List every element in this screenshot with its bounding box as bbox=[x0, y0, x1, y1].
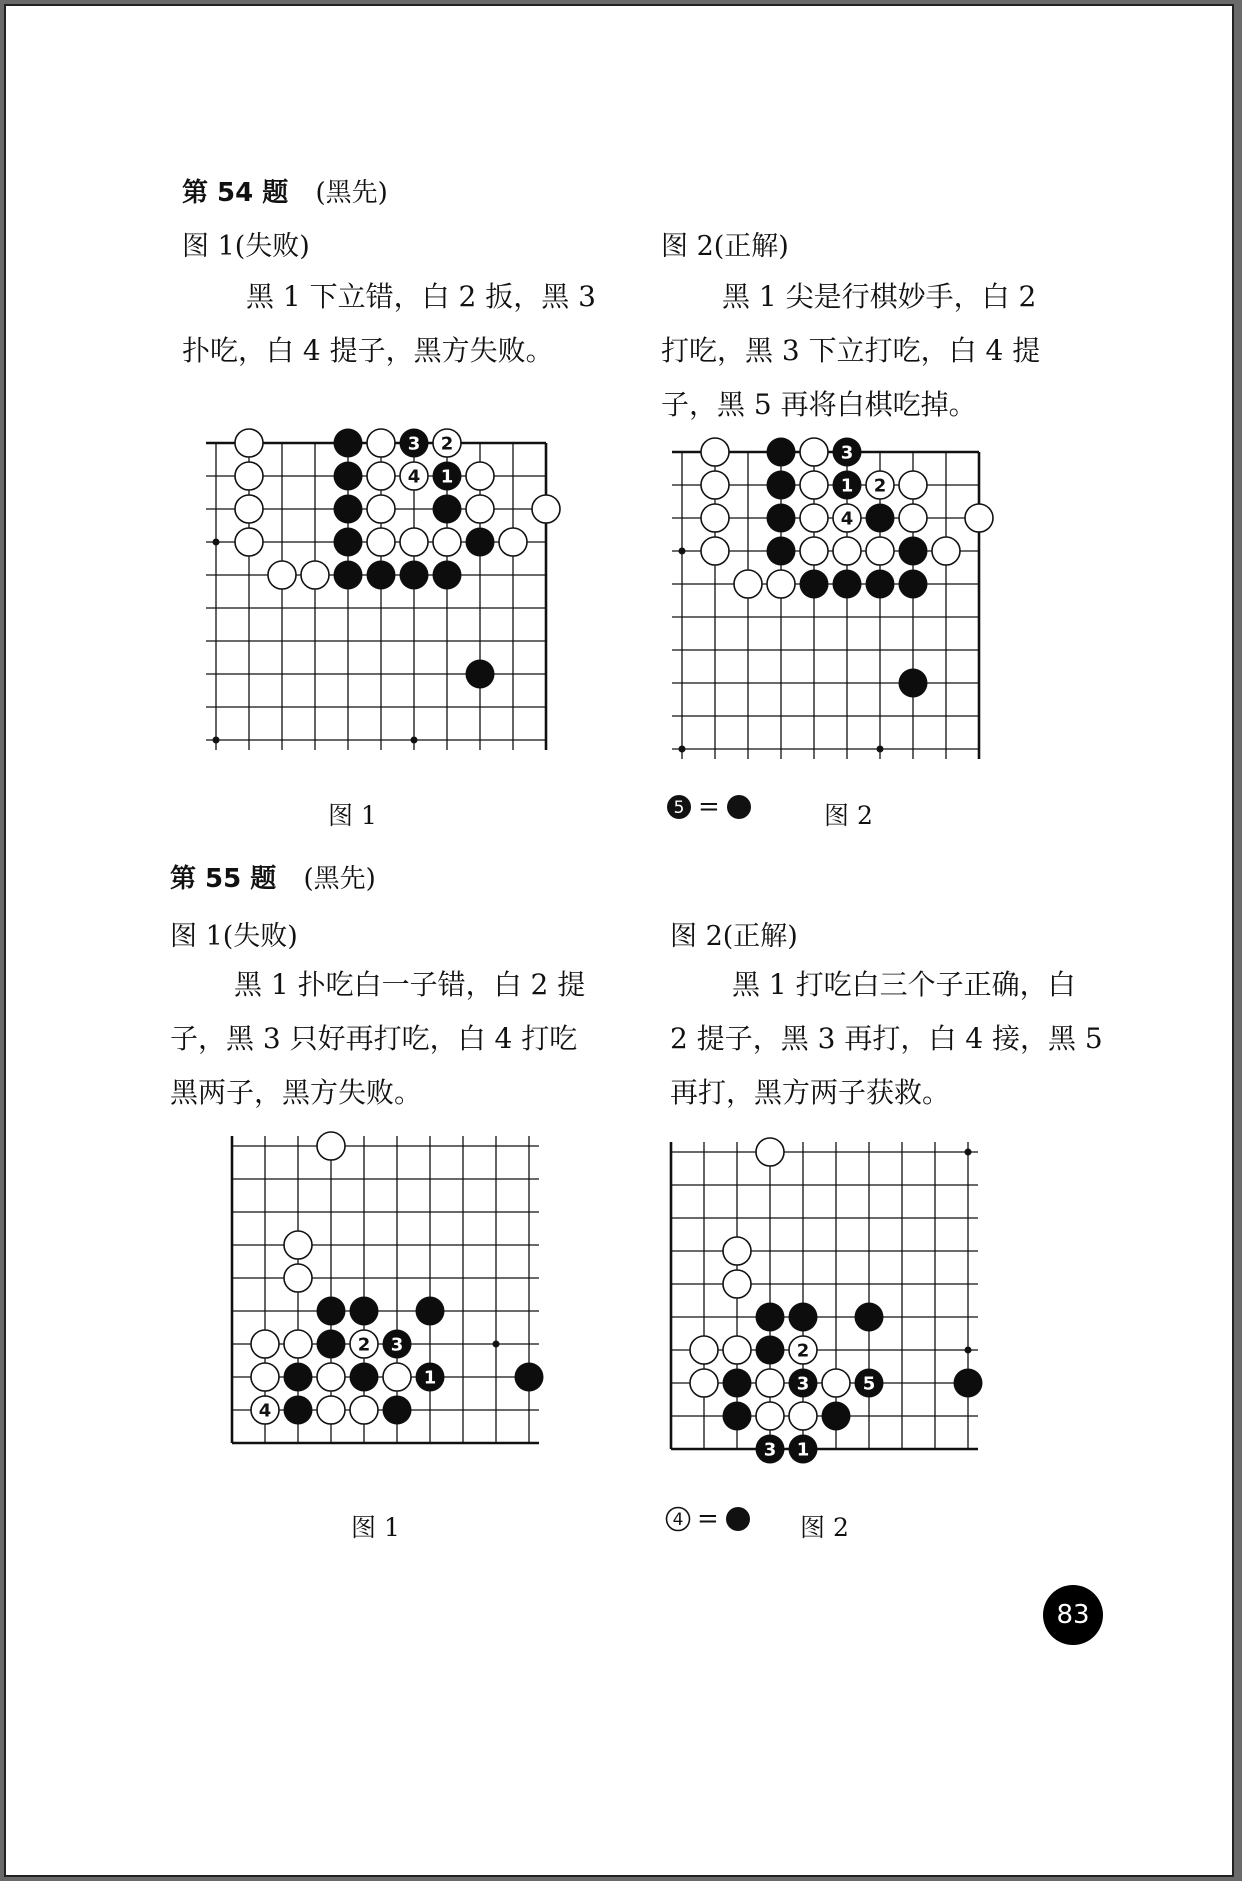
p54-fig2-label: 图 2(正解) bbox=[661, 231, 789, 262]
white-stone bbox=[723, 1237, 751, 1265]
move-number: 4 bbox=[840, 508, 854, 530]
white-stone bbox=[690, 1369, 718, 1397]
p55-fig1-text-2: 子，黑 3 只好再打吃，白 4 打吃 bbox=[170, 1022, 578, 1055]
white-stone-2 bbox=[789, 1336, 817, 1364]
p54-fig2-text-1: 黑 1 尖是行棋妙手，白 2 bbox=[722, 280, 1037, 313]
legend-stone-4 bbox=[665, 1506, 691, 1532]
white-stone bbox=[723, 1270, 751, 1298]
p54-fig1-text-1: 黑 1 下立错，白 2 扳，黑 3 bbox=[246, 280, 596, 313]
move-number: 2 bbox=[796, 1340, 810, 1362]
p55-fig2-text-2: 2 提子，黑 3 再打，白 4 接，黑 5 bbox=[670, 1022, 1103, 1055]
move-number: 1 bbox=[840, 475, 854, 497]
move-number: 3 bbox=[840, 442, 854, 464]
move-number: 4 bbox=[258, 1400, 272, 1422]
p55-fig2-caption: 图 2 bbox=[800, 1513, 849, 1542]
move-number: 4 bbox=[407, 466, 421, 488]
board-grid bbox=[671, 1142, 978, 1449]
move-number: 2 bbox=[357, 1334, 371, 1356]
p54-fig1-text-2: 扑吃，白 4 提子，黑方失败。 bbox=[182, 334, 554, 367]
p54-fig1-label: 图 1(失败) bbox=[182, 231, 310, 262]
page-number: 83 bbox=[1043, 1585, 1103, 1645]
white-stone bbox=[756, 1369, 784, 1397]
star-point bbox=[965, 1149, 972, 1156]
move-number: 5 bbox=[862, 1373, 876, 1395]
black-stone bbox=[756, 1303, 785, 1332]
move-number: 1 bbox=[796, 1439, 810, 1461]
move-number: 1 bbox=[423, 1367, 437, 1389]
white-stone bbox=[756, 1138, 784, 1166]
black-stone bbox=[822, 1402, 851, 1431]
svg-text:4: 4 bbox=[672, 1510, 684, 1530]
black-stone-5 bbox=[855, 1369, 884, 1398]
move-number: 3 bbox=[407, 433, 421, 455]
book-page bbox=[4, 4, 1234, 1877]
svg-text:5: 5 bbox=[673, 798, 685, 818]
move-number: 2 bbox=[440, 433, 454, 455]
legend-black-stone bbox=[725, 1506, 751, 1532]
black-stone-1 bbox=[789, 1435, 818, 1464]
p55-fig2-label: 图 2(正解) bbox=[670, 921, 798, 952]
move-number: 1 bbox=[440, 466, 454, 488]
problem-55-title: 第 55 题 (黑先) bbox=[170, 864, 376, 894]
white-stone bbox=[723, 1336, 751, 1364]
black-stone bbox=[855, 1303, 884, 1332]
p54-fig2-text-2: 打吃，黑 3 下立打吃，白 4 提 bbox=[661, 334, 1041, 367]
move-number: 3 bbox=[390, 1334, 404, 1356]
problem-54-title: 第 54 题 (黑先) bbox=[182, 178, 388, 208]
black-stone-3 bbox=[756, 1435, 785, 1464]
black-stone bbox=[723, 1402, 752, 1431]
p54-fig2-text-3: 子，黑 5 再将白棋吃掉。 bbox=[661, 388, 977, 421]
black-stone bbox=[954, 1369, 983, 1398]
white-stone bbox=[756, 1402, 784, 1430]
black-stone-3 bbox=[789, 1369, 818, 1398]
p55-fig2-text-3: 再打，黑方两子获救。 bbox=[670, 1076, 951, 1109]
move-number: 3 bbox=[796, 1373, 810, 1395]
p55-fig1-label: 图 1(失败) bbox=[170, 921, 298, 952]
p55-fig2-legend bbox=[665, 1504, 751, 1534]
white-stone bbox=[690, 1336, 718, 1364]
p55-fig1-text-3: 黑两子，黑方失败。 bbox=[170, 1076, 423, 1109]
star-point bbox=[965, 1347, 972, 1354]
p55-fig1-text-1: 黑 1 扑吃白一子错，白 2 提 bbox=[234, 968, 586, 1001]
white-stone bbox=[822, 1369, 850, 1397]
move-number: 2 bbox=[873, 475, 887, 497]
black-stone bbox=[756, 1336, 785, 1365]
legend-equals: = bbox=[697, 1504, 719, 1534]
p54-fig2-caption: 图 2 bbox=[824, 801, 873, 830]
p55-fig2-text-1: 黑 1 打吃白三个子正确，白 bbox=[732, 968, 1076, 1001]
p55-fig1-caption: 图 1 bbox=[351, 1513, 400, 1542]
black-stone bbox=[789, 1303, 818, 1332]
white-stone bbox=[789, 1402, 817, 1430]
move-number: 3 bbox=[763, 1439, 777, 1461]
legend-equals: = bbox=[698, 792, 720, 822]
p54-fig1-caption: 图 1 bbox=[328, 801, 377, 830]
black-stone bbox=[723, 1369, 752, 1398]
